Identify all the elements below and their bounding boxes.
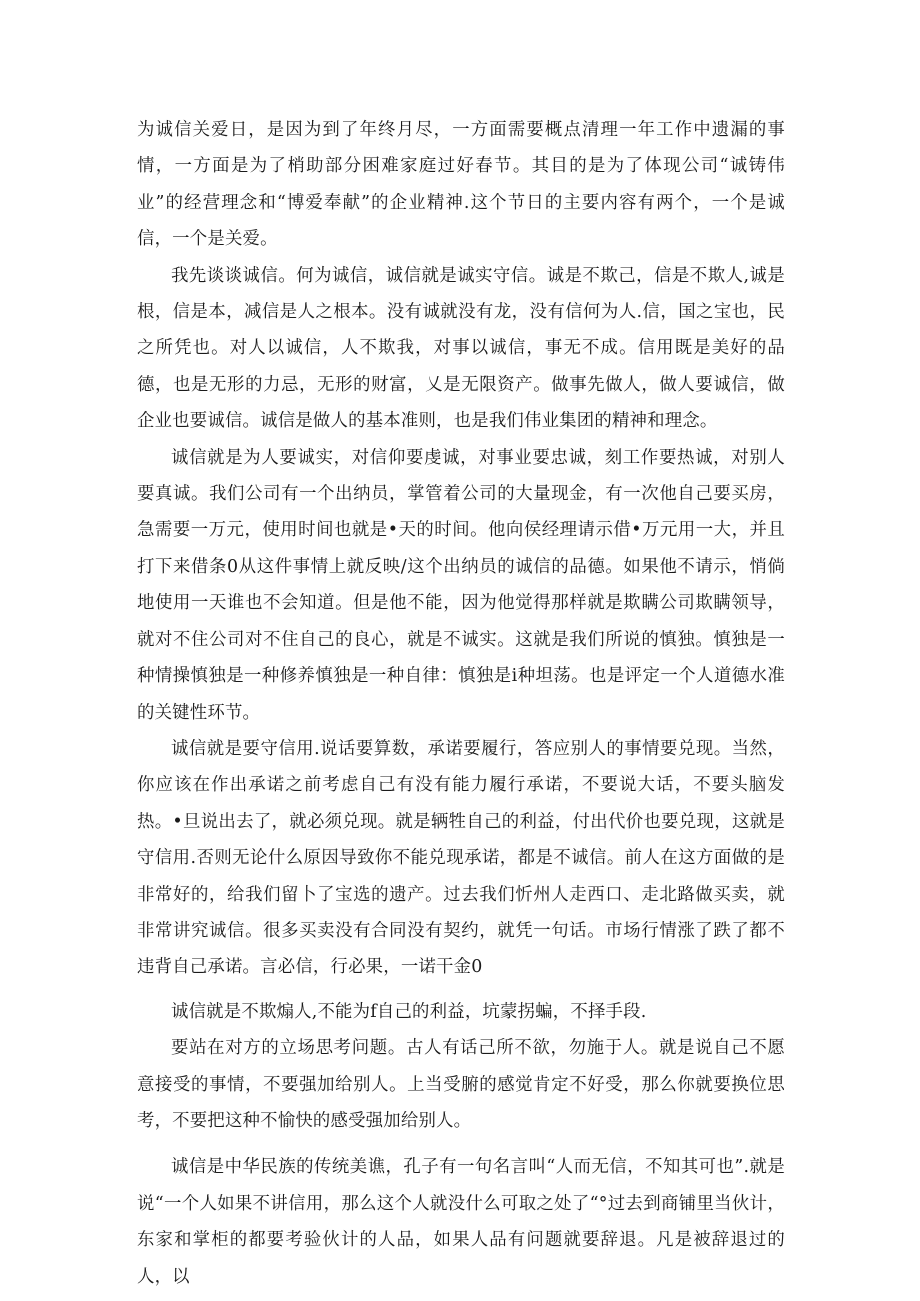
paragraph-1: 为诚信关爱日，是因为到了年终月尽，一方面需要概点清理一年工作中遗漏的事情，一方面是为了梢助部分困难家庭过好春节。其目的是为了体现公司“诚铸伟业”的经营理念和“博爱奉献”的企业精神.这个节日的主要内容有两个，一个是诚信，一个是关爱。 [137, 120, 785, 250]
paragraph-3: 诚信就是为人要诚实，对信仰要虔诚，对事业要忠诚，刻工作要热诚，对别人要真诚。我们公司有一个出纳员，掌管着公司的大量现金，有一次他自己要买房，急需要一万元，使用时间也就是•天的时间。他向侯经理请示借•万元用一大，并且打下来借条0从这件事情上就反映/这个出纳员的诚信的品德。如果他不请示，悄倘地使用一天谁也不会知道。但是他不能，因为他觉得那样就是欺瞒公司欺瞒领导，就对不住公司对不住自己的良心，就是不诚实。这就是我们所说的慎独。慎独是一种情操慎独是一种修养慎独是一种自律：慎独是i种坦荡。也是评定一个人道德水准的关键性环节。 [137, 447, 785, 723]
document-page [137, 112, 785, 1295]
paragraph-4: 诚信就是要守信用.说话要算数，承诺要履行，答应别人的事情要兑现。当然，你应该在作出承诺之前考虑自己有没有能力履行承诺，不要说大话，不要头脑发热。•旦说出去了，就必须兑现。就是辆牲自己的利益，付出代价也要兑现，这就是守信用.否则无论什么原因导致你不能兑现承诺，都是不诚信。前人在这方面做的是非常好的，给我们留卜了宝选的遗产。过去我们忻州人走西口、走北路做买卖，就非常讲究诚信。很多买卖没有合同没有契约，就凭一句话。市场行情涨了跌了都不违背自己承诺。言必信，行必果，一诺干金0 [137, 738, 785, 978]
paragraph-7: 诚信是中华民族的传统美谯，孔子有一句名言叫“人而无信，不知其可也”.就是说“一个人如果不讲信用，那么这个人就没什么可取之处了“°过去到商铺里当伙计，东家和掌柜的都要考验伙计的人品，如果人品有问题就要辞退。凡是被辞退过的人，以 [137, 1157, 785, 1287]
paragraph-6: 要站在对方的立场思考问题。古人有话己所不欲，勿施于人。就是说自己不愿意接受的事情，不要强加给别人。上当受腑的感觉肯定不好受，那么你就要换位思考，不要把这种不愉快的感受强加给别人。 [137, 1038, 785, 1131]
paragraph-5: 诚信就是不欺煽人,不能为f自己的利益，坑蒙拐蝙，不择手段. [171, 1001, 647, 1022]
paragraph-2: 我先谈谈诚信。何为诚信，诚信就是诚实守信。诚是不欺己，信是不欺人,诚是根，信是本，减信是人之根本。没有诚就没有龙，没有信何为人.信，国之宝也，民之所凭也。对人以诚信，人不欺我，对事以诚信，事无不成。信用既是美好的品德，也是无形的力忌，无形的财富，乂是无限资产。做事先做人，做人要诚信，做企业也要诚信。诚信是做人的基本准则，也是我们伟业集团的精神和理念。 [137, 265, 785, 432]
